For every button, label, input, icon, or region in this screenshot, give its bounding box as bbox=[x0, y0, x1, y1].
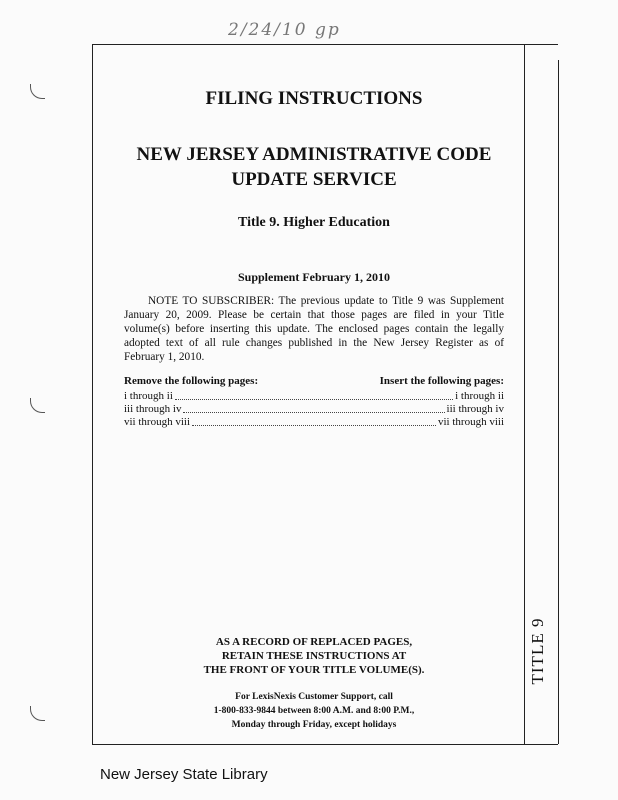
tab-divider-inner bbox=[558, 60, 559, 744]
page-frame-left bbox=[92, 44, 93, 744]
code-title bbox=[120, 142, 508, 192]
remove-range: i through ii bbox=[124, 390, 173, 402]
code-title-line-1: NEW JERSEY ADMINISTRATIVE CODE bbox=[136, 144, 492, 165]
leader-dots bbox=[192, 424, 436, 426]
record-instruction bbox=[120, 635, 508, 677]
customer-support-info bbox=[120, 690, 508, 732]
binder-hole-mark-middle bbox=[30, 398, 45, 413]
page-frame-bottom bbox=[92, 744, 558, 745]
filing-instructions-title: FILING INSTRUCTIONS bbox=[205, 88, 423, 109]
subscriber-note: NOTE TO SUBSCRIBER: The previous update to Title 9 was Supplement January 20, 2009. Please be certain that those pages are filed in your Title volume(s) before inserting this update. The enclosed pages contain the legally adopted text of all rule changes published in the New Jersey Register as of February 1, 2010. bbox=[124, 295, 504, 363]
support-line-3: Monday through Friday, except holidays bbox=[231, 720, 397, 730]
title-tab-label: TITLE 9 bbox=[528, 617, 547, 685]
handwritten-note: 2/24/10 gp bbox=[228, 20, 341, 40]
support-line-1: For LexisNexis Customer Support, call bbox=[235, 692, 393, 702]
support-line-2: 1-800-833-9844 between 8:00 A.M. and 8:00 P.M., bbox=[213, 706, 415, 716]
tab-divider-outer bbox=[524, 44, 525, 744]
code-title-line-2: UPDATE SERVICE bbox=[231, 169, 397, 190]
binder-hole-mark-top bbox=[30, 84, 45, 99]
page-row bbox=[124, 416, 504, 429]
binder-hole-mark-bottom bbox=[30, 706, 45, 721]
library-footer: New Jersey State Library bbox=[100, 766, 268, 783]
pages-table-header bbox=[124, 375, 504, 387]
record-line-1: AS A RECORD OF REPLACED PAGES, bbox=[215, 636, 413, 648]
supplement-date: Supplement February 1, 2010 bbox=[237, 270, 390, 284]
leader-dots bbox=[183, 411, 444, 413]
insert-pages-header: Insert the following pages: bbox=[379, 375, 504, 387]
record-line-3: THE FRONT OF YOUR TITLE VOLUME(S). bbox=[203, 664, 425, 676]
insert-range: i through ii bbox=[455, 390, 504, 402]
page-row bbox=[124, 403, 504, 416]
record-line-2: RETAIN THESE INSTRUCTIONS AT bbox=[221, 650, 407, 662]
page-row bbox=[124, 390, 504, 403]
leader-dots bbox=[175, 398, 453, 400]
page-frame-top bbox=[92, 44, 558, 45]
remove-pages-header: Remove the following pages: bbox=[124, 375, 259, 387]
remove-range: iii through iv bbox=[124, 403, 182, 415]
insert-range: vii through viii bbox=[438, 416, 504, 428]
insert-range: iii through iv bbox=[446, 403, 504, 415]
remove-range: vii through viii bbox=[124, 416, 190, 428]
subject-title: Title 9. Higher Education bbox=[238, 215, 390, 230]
